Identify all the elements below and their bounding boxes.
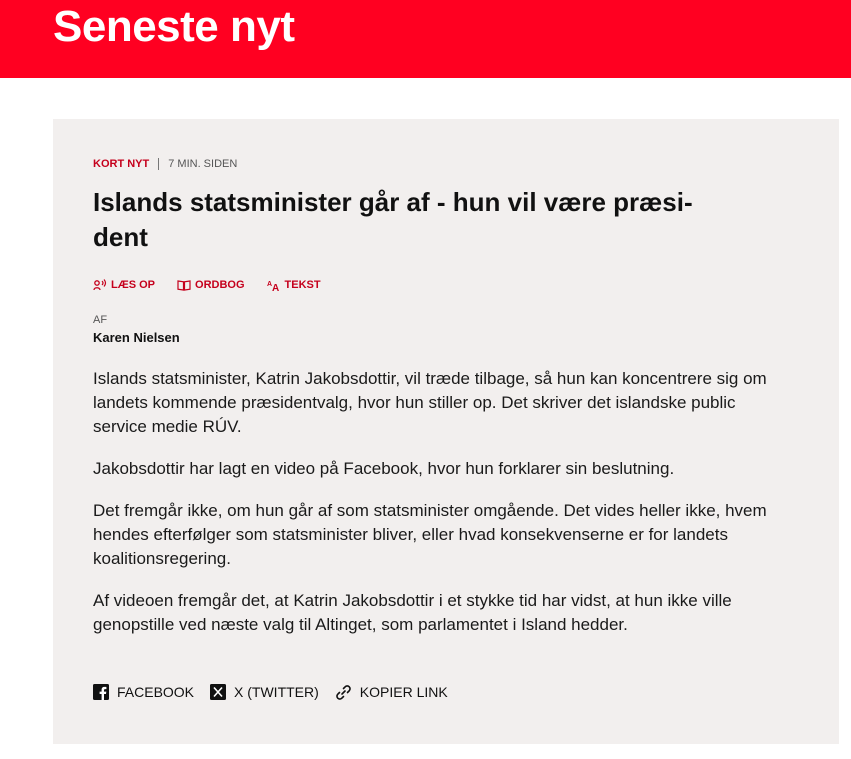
dictionary-label: ORDBOG (195, 279, 245, 291)
text-size-label: TEKST (284, 279, 321, 291)
article-card (53, 119, 839, 744)
category-label[interactable]: KORT NYT (93, 158, 150, 170)
paragraph: Jakobsdottir har lagt en video på Facebook, hvor hun forklarer sin beslutning. (93, 459, 675, 478)
paragraph: Islands statsminister, Katrin Jakobsdottir, vil træde tilbage, så hun kan koncentrere sig om landets kommende præsidentvalg, hvor hun stiller op. Det skriver det islandske public service medie RÚV. (93, 369, 767, 436)
share-twitter-label: X (TWITTER) (234, 684, 319, 700)
read-aloud-icon (93, 279, 107, 291)
text-size-button[interactable] (267, 278, 321, 292)
author-name: Karen Nielsen (93, 330, 180, 345)
timestamp: 7 MIN. SIDEN (168, 158, 238, 170)
read-aloud-label: LÆS OP (111, 279, 156, 291)
x-twitter-icon (210, 684, 226, 700)
article-body (93, 367, 783, 655)
article-meta (93, 157, 237, 171)
meta-divider (158, 158, 159, 170)
paragraph: Af videoen fremgår det, at Katrin Jakobsdottir i et stykke tid har vidst, at hun ikke ville genopstille ved næste valg til Altinget, som parlamentet i Island hedder. (93, 591, 732, 634)
copy-link-button[interactable] (335, 683, 448, 701)
svg-text:A: A (271, 283, 279, 291)
top-banner (0, 0, 851, 78)
share-facebook-label: FACEBOOK (117, 684, 195, 700)
book-icon (177, 279, 191, 291)
article-tools (93, 278, 343, 292)
dictionary-button[interactable] (177, 278, 245, 292)
page-title: Seneste nyt (53, 2, 295, 51)
svg-text:A: A (266, 281, 272, 288)
paragraph: Det fremgår ikke, om hun går af som statsminister omgående. Det vides heller ikke, hvem hendes efterfølger som statsminister bliver, eller hvad konsekvenserne er for landets koalitionsregering. (93, 501, 767, 568)
article-headline (93, 185, 773, 255)
headline-line-1: Islands statsminister går af - hun vil være præsi- (93, 187, 693, 217)
byline-label: AF (93, 314, 108, 326)
copy-link-label: KOPIER LINK (359, 684, 448, 700)
share-twitter-button[interactable] (210, 683, 319, 701)
share-facebook-button[interactable] (93, 683, 194, 701)
facebook-icon (93, 684, 109, 700)
read-aloud-button[interactable] (93, 278, 155, 292)
text-size-icon (267, 279, 281, 291)
headline-line-2: dent (93, 222, 148, 252)
share-bar (93, 683, 464, 701)
link-icon (335, 684, 352, 701)
